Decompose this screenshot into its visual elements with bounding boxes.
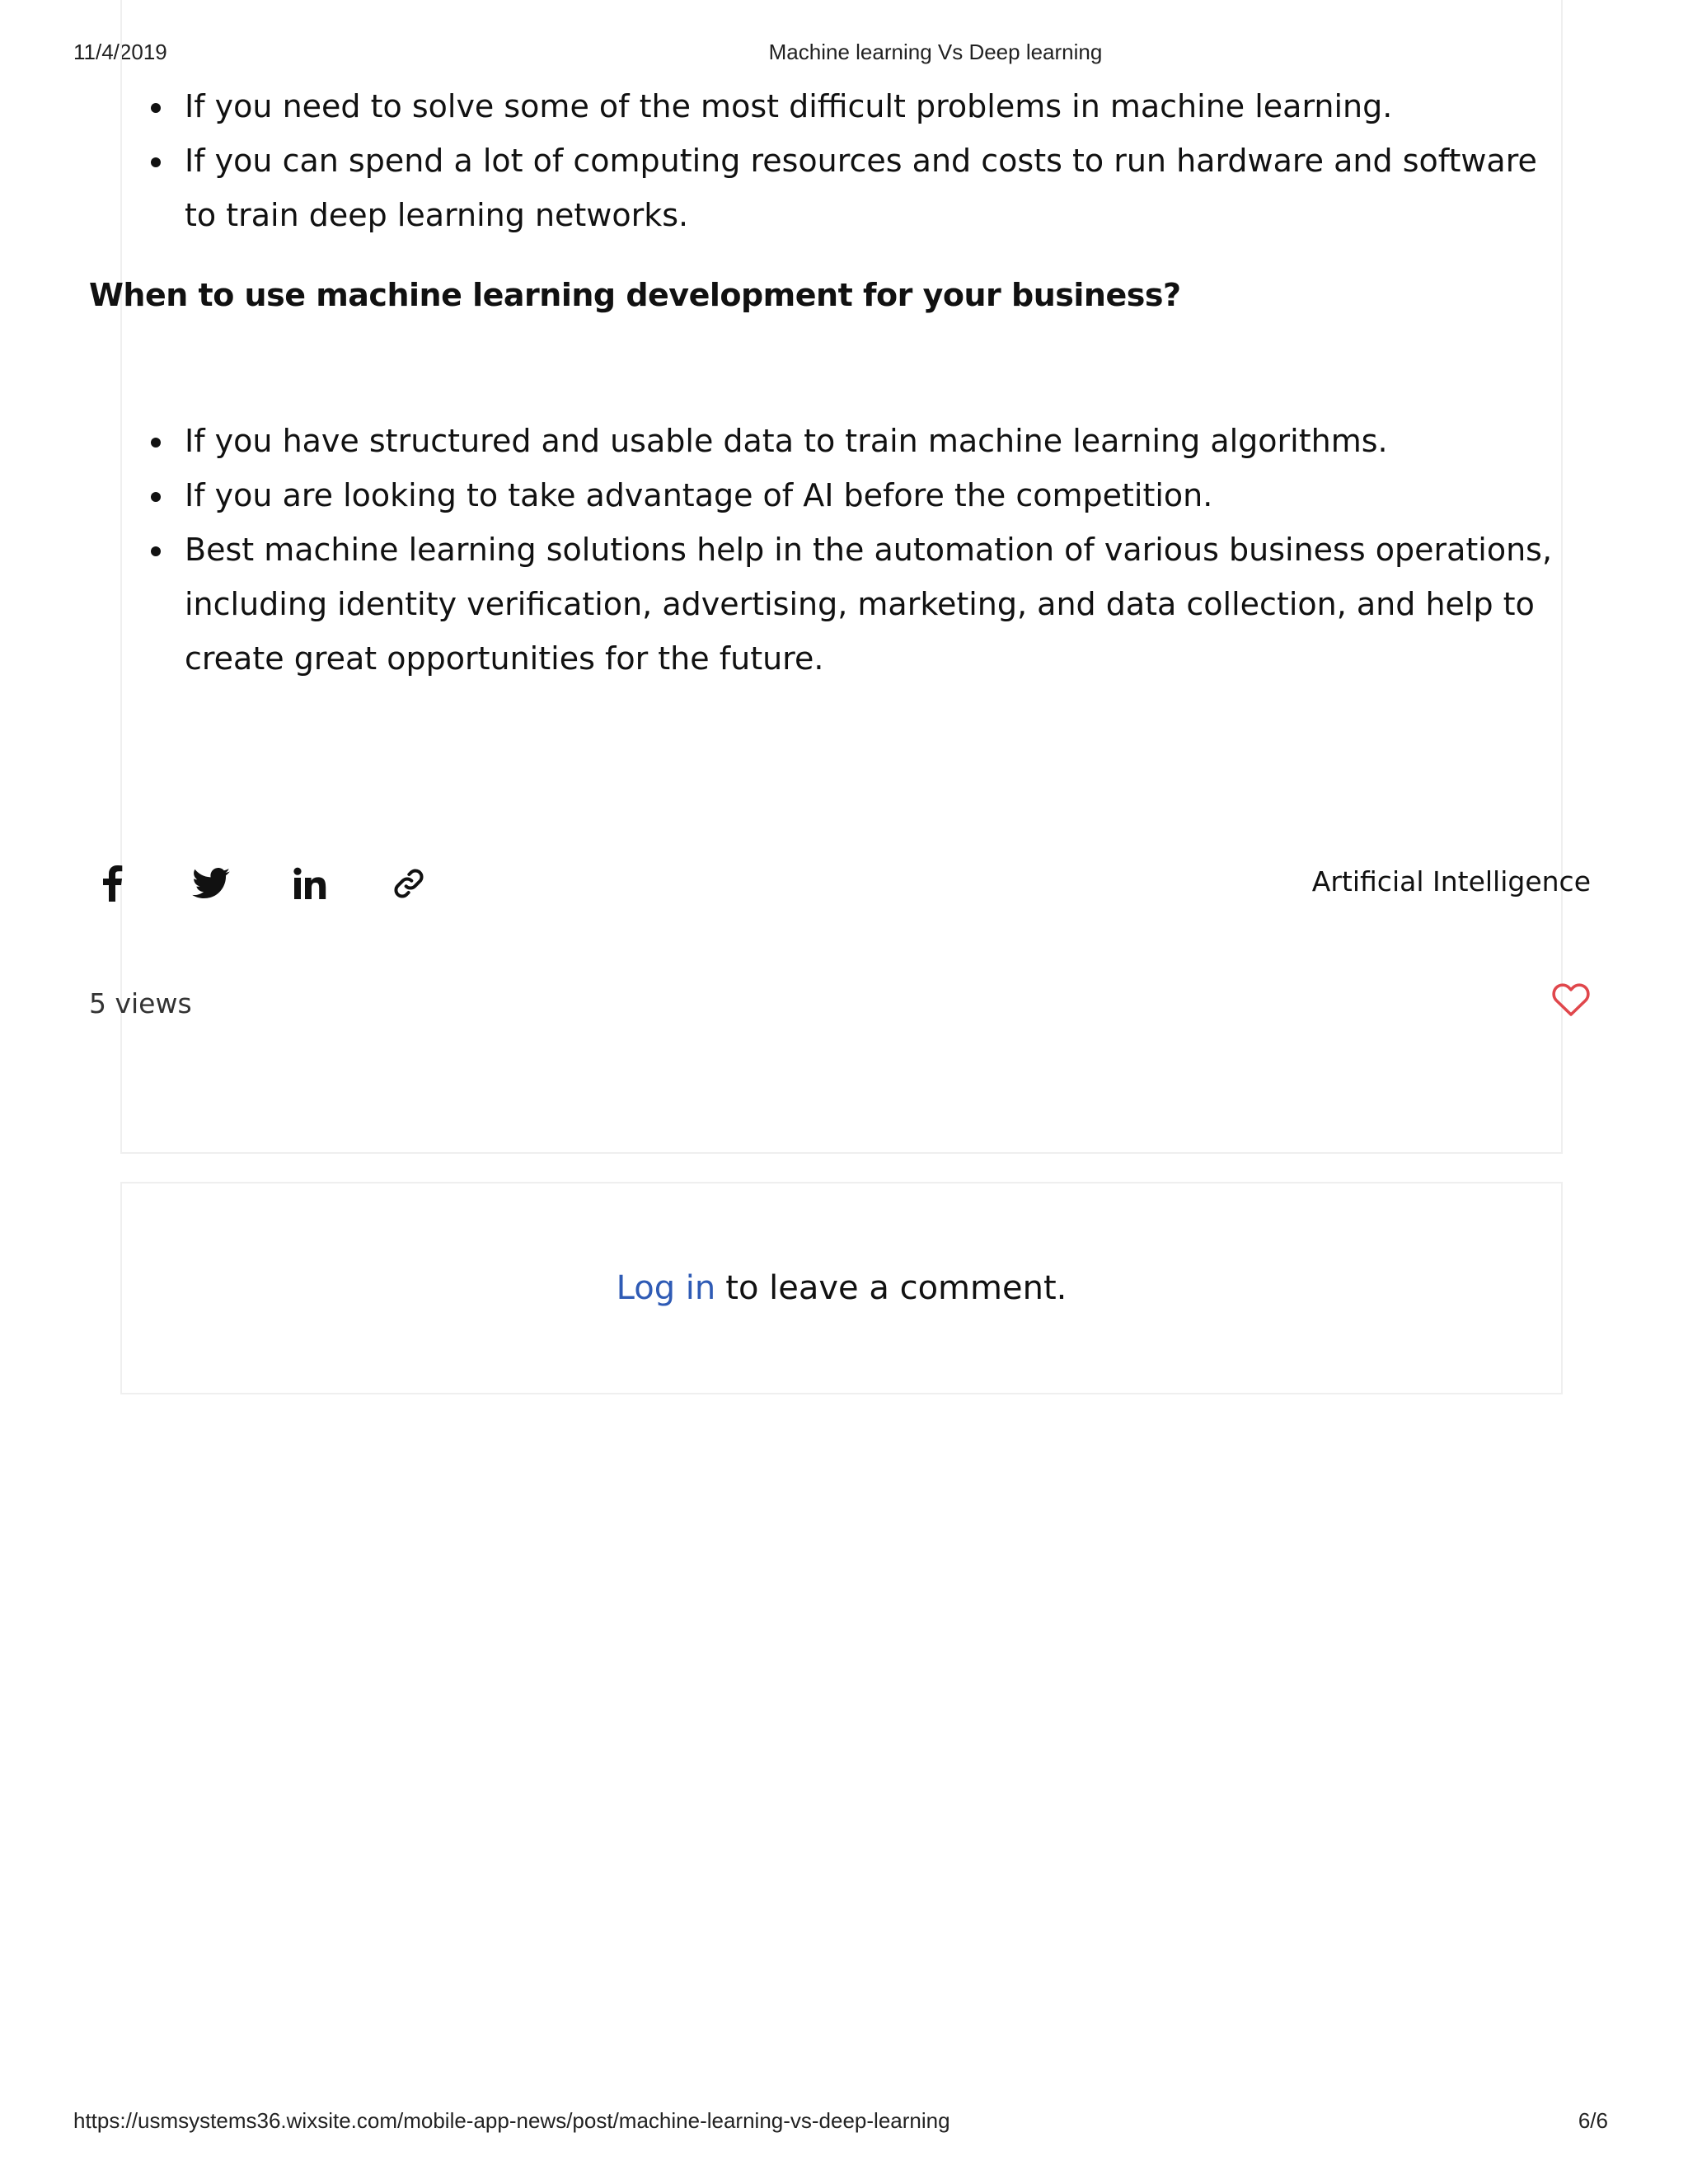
list-item: [185, 79, 1573, 134]
twitter-icon[interactable]: [188, 860, 234, 907]
list-item: [185, 414, 1573, 468]
list-item-line: If you need to solve some of the most difficult problems in machine learning.: [185, 88, 1393, 124]
share-bar: [89, 860, 452, 907]
bullet-list-deep-learning: [89, 79, 1573, 242]
heart-icon[interactable]: [1551, 981, 1591, 1017]
list-item-line: Best machine learning solutions help in the automation of various business operations,: [185, 532, 1553, 568]
category-link[interactable]: Artificial Intelligence: [1311, 865, 1591, 898]
list-item-line: create great opportunities for the future.: [185, 640, 824, 677]
list-item-line: If you have structured and usable data to train machine learning algorithms.: [185, 423, 1388, 459]
print-page-title: Machine learning Vs Deep learning: [768, 40, 1103, 64]
bullet-list-machine-learning: [89, 414, 1573, 686]
login-link[interactable]: Log in: [616, 1269, 716, 1307]
views-count: 5 views: [89, 987, 192, 1019]
bullet-dot: [151, 103, 161, 113]
print-date: 11/4/2019: [73, 40, 167, 64]
bullet-dot: [151, 438, 161, 448]
list-item-line: to train deep learning networks.: [185, 197, 689, 233]
list-item-line: If you are looking to take advantage of AI before the competition.: [185, 477, 1213, 513]
comment-box: [120, 1182, 1563, 1394]
list-item: [185, 134, 1573, 242]
list-item-line: If you can spend a lot of computing resources and costs to run hardware and software: [185, 143, 1537, 179]
list-item: [185, 523, 1573, 686]
link-icon[interactable]: [386, 860, 432, 907]
bullet-dot: [151, 546, 161, 556]
section-heading: When to use machine learning development for your business?: [89, 277, 1181, 313]
linkedin-icon[interactable]: [287, 860, 333, 907]
page-url: https://usmsystems36.wixsite.com/mobile-app-news/post/machine-learning-vs-deep-learning: [73, 2108, 950, 2133]
facebook-icon[interactable]: [89, 860, 135, 907]
list-item-line: including identity verification, advertising, marketing, and data collection, and help to: [185, 586, 1535, 622]
page-number: 6/6: [1578, 2108, 1608, 2133]
list-item: [185, 468, 1573, 523]
comment-prompt: to leave a comment.: [725, 1269, 1067, 1307]
bullet-dot: [151, 157, 161, 167]
bullet-dot: [151, 492, 161, 502]
print-footer: [0, 2108, 1688, 2136]
